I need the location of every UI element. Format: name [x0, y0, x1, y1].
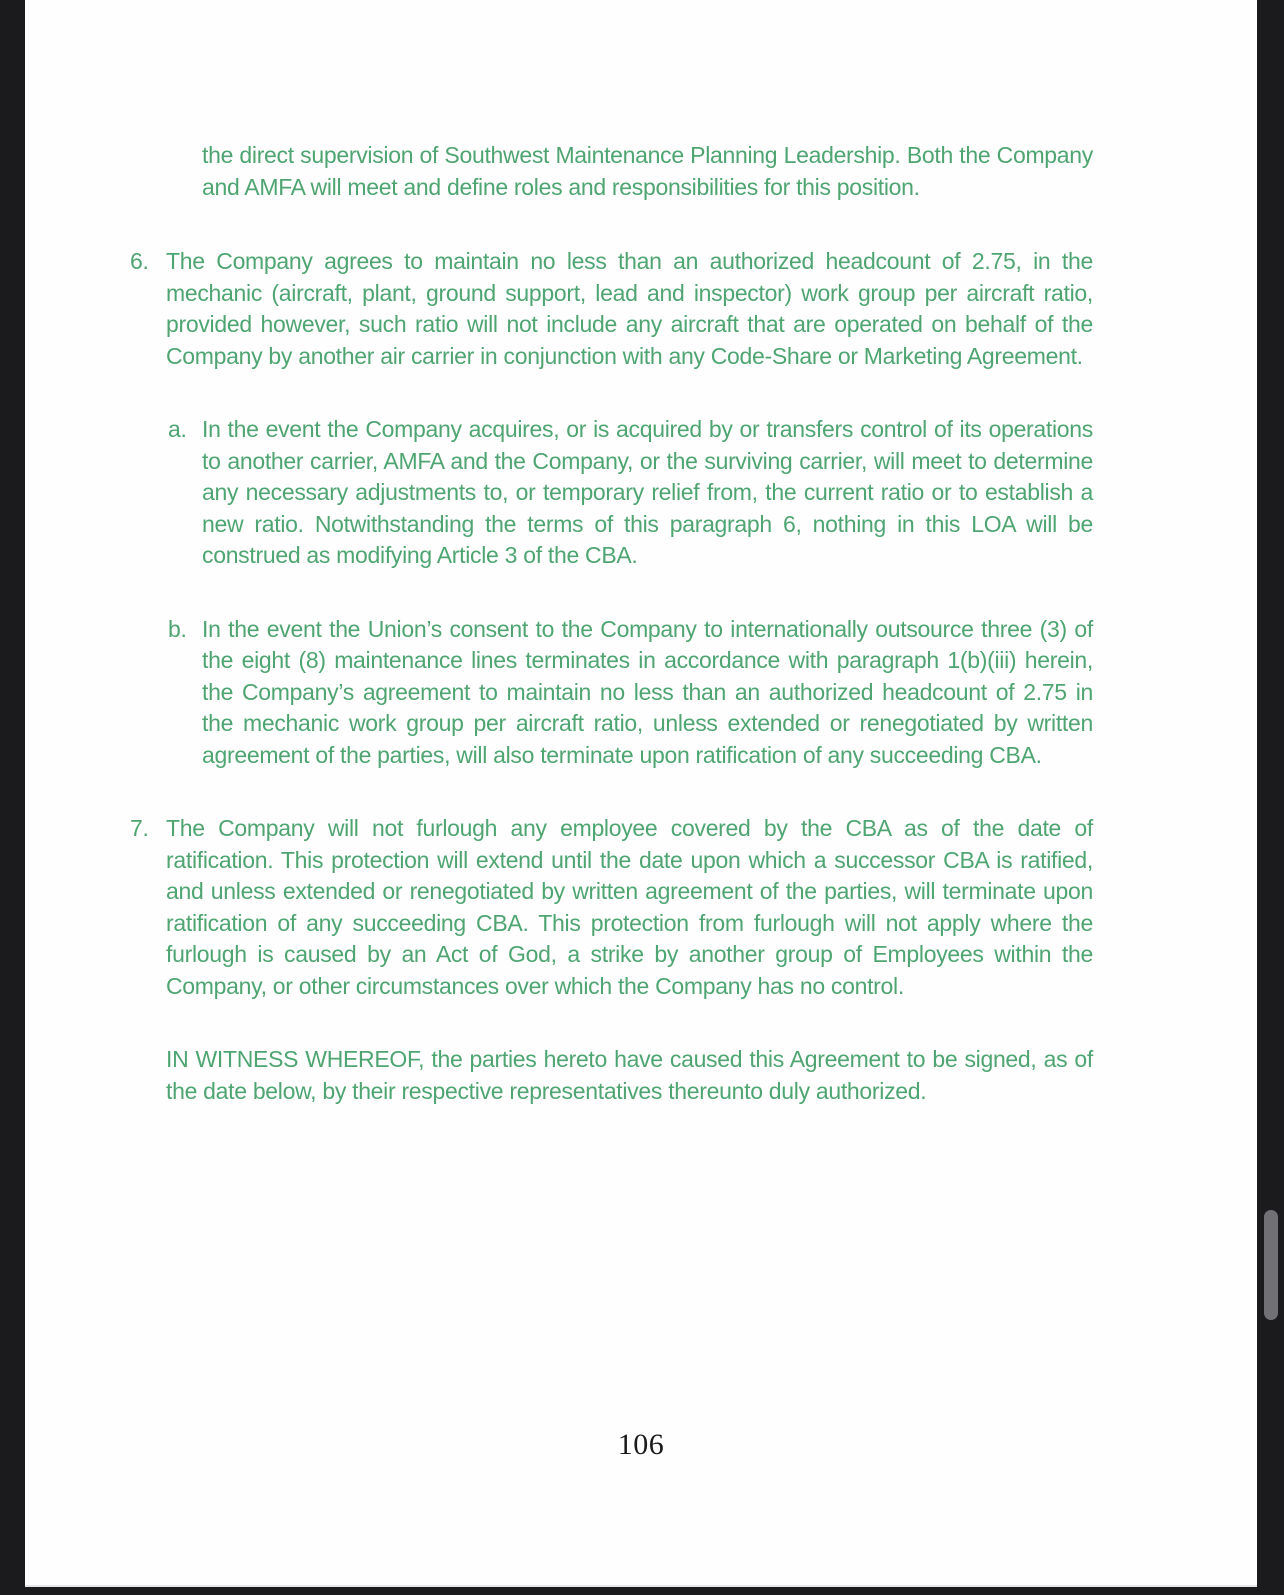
paragraph-item-6-text: The Company agrees to maintain no less than an authorized headcount of 2.75, in the mechanic (aircraft, plant, ground support, lead and inspector) work group per aircraft ratio, provided however, such ratio will not include any aircraft that are operated on behalf of the Company by another air carrier in conjunction with any Code-Share or Marketing Agreement. — [166, 248, 1093, 369]
paragraph-item-6a-text: In the event the Company acquires, or is acquired by or transfers control of its operations to another carrier, AMFA and the Company, or the surviving carrier, will meet to determine any necessary adjustments to, or temporary relief from, the current ratio or to establish a new ratio. Notwithstanding the terms of this paragraph 6, nothing in this LOA will be construed as modifying Article 3 of the CBA. — [202, 416, 1093, 568]
scrollbar-track[interactable] — [1257, 0, 1284, 1595]
paragraph-item-7 — [130, 813, 1093, 1002]
list-letter-b: b. — [168, 615, 187, 642]
paragraph-witness-clause: IN WITNESS WHEREOF, the parties hereto have caused this Agreement to be signed, as of the date below, by their respective representatives thereunto duly authorized. — [166, 1046, 1093, 1104]
list-number-7: 7. — [130, 815, 149, 841]
paragraph-item-6b — [168, 614, 1093, 772]
paragraph-item-7-text: The Company will not furlough any employee covered by the CBA as of the date of ratification. This protection will extend until the date upon which a successor CBA is ratified, and unless extended or renegotiated by written agreement of the parties, will terminate upon ratification of any succeeding CBA. This protection from furlough will not apply where the furlough is caused by an Act of God, a strike by another group of Employees within the Company, or other circumstances over which the Company has no control. — [166, 815, 1093, 999]
document-page — [25, 0, 1257, 1587]
left-letterbox — [0, 0, 25, 1595]
bottom-letterbox — [0, 1587, 1284, 1595]
page-number: 106 — [617, 1428, 665, 1461]
paragraph-item-6b-text: In the event the Union’s consent to the Company to internationally outsource three (3) of the eight (8) maintenance lines terminates in accordance with paragraph 1(b)(iii) herein, the Company’s agreement to maintain no less than an authorized headcount of 2.75 in the mechanic work group per aircraft ratio, unless extended or renegotiated by written agreement of the parties, will also terminate upon ratification of any succeeding CBA. — [202, 615, 1093, 768]
paragraph-item-6 — [130, 246, 1093, 372]
list-number-6: 6. — [130, 248, 149, 274]
list-letter-a: a. — [168, 416, 187, 442]
paragraph-intro: the direct supervision of Southwest Maintenance Planning Leadership. Both the Company and AMFA will meet and define roles and responsibilities for this position. — [202, 142, 1093, 200]
paragraph-item-6a — [168, 414, 1093, 572]
scrollbar-thumb[interactable] — [1264, 1210, 1278, 1320]
